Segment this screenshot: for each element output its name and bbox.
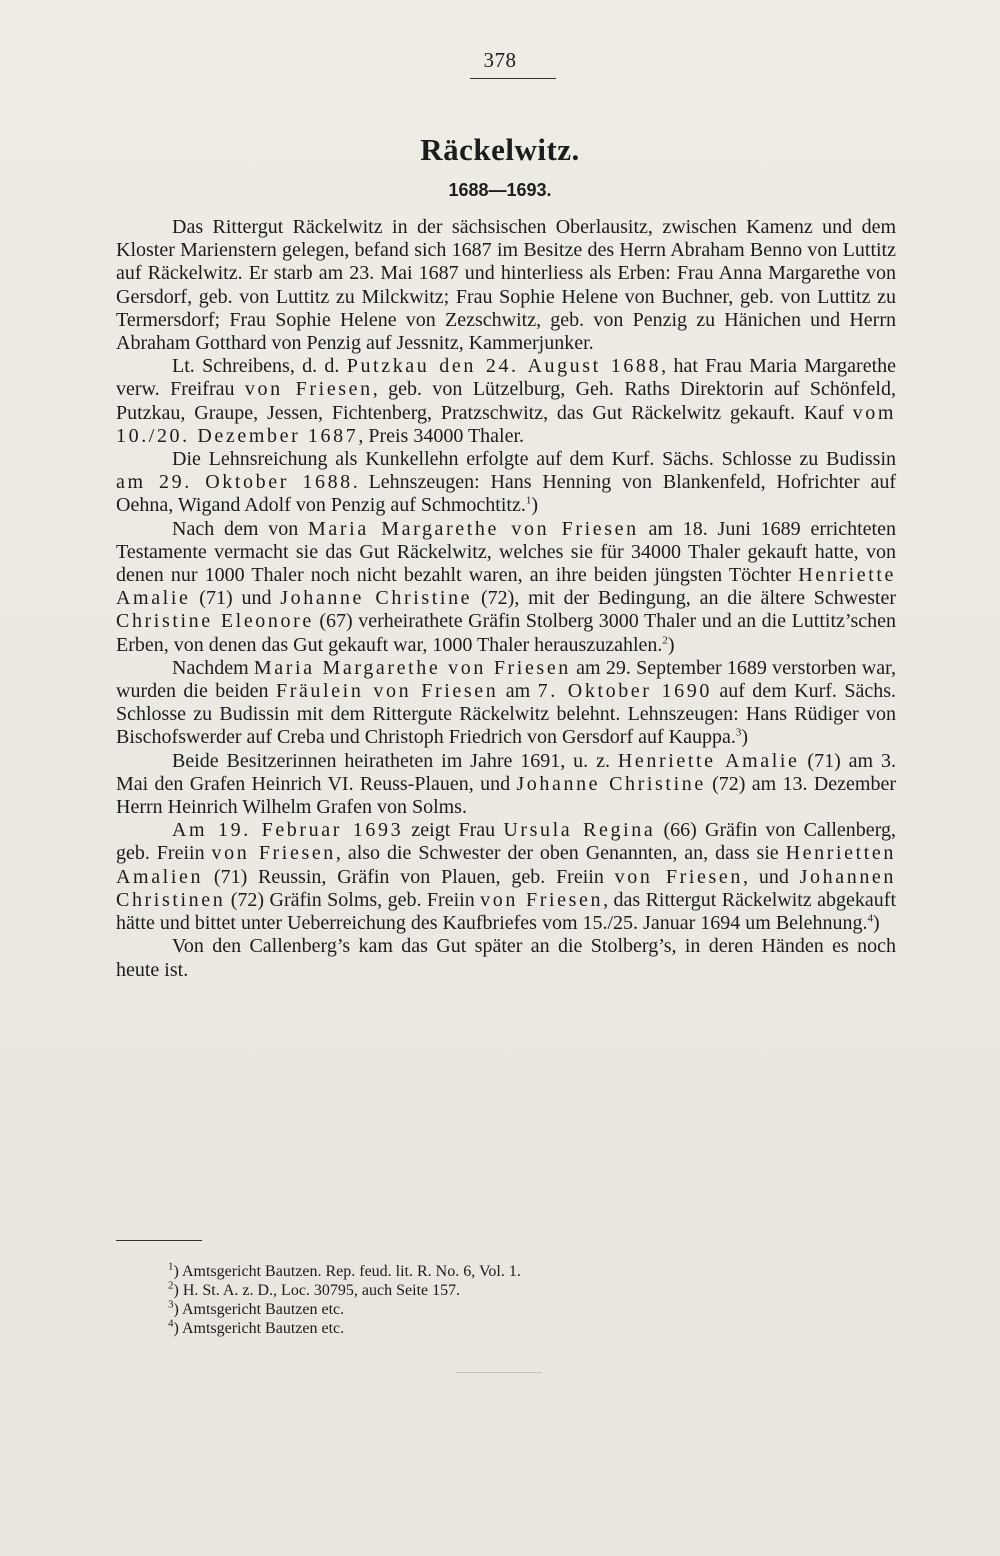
paragraph bbox=[116, 518, 896, 657]
spaced-text: Johanne Christine bbox=[280, 587, 473, 610]
text-run: (71) am 3. Mai den Grafen Heinrich VI. Reuss-Plauen, und bbox=[116, 749, 896, 795]
text-run: Beide Besitzerinnen heiratheten im Jahre 1691, u. z. bbox=[172, 749, 618, 772]
paragraph bbox=[116, 819, 896, 935]
text-run: , hat Frau Maria Margarethe verw. Freifrau bbox=[116, 355, 896, 401]
footnote-mark: 1 bbox=[168, 1260, 174, 1273]
text-run: auf dem Kurf. Sächs. Schlosse zu Budissin mit dem Rittergute Räckelwitz belehnt. Lehnszeugen: Hans Rüdiger von Bischofswerder auf Creba und Christoph Friedrich von Gersdorf auf Kauppa. bbox=[116, 680, 896, 749]
text-run: ) bbox=[667, 633, 675, 656]
paragraph bbox=[116, 216, 896, 355]
text-run: (72) Gräfin Solms, geb. Freiin bbox=[225, 888, 481, 911]
spaced-text: Johanne Christine bbox=[516, 772, 706, 795]
footnote-reference: 2 bbox=[662, 634, 668, 646]
text-run: (71) Reussin, Gräfin von Plauen, geb. Freiin bbox=[203, 865, 615, 888]
page-number-rule bbox=[470, 78, 556, 79]
text-run: Die Lehnsreichung als Kunkellehn erfolgte auf dem Kurf. Sächs. Schlosse zu Budissin bbox=[172, 448, 896, 471]
footnote-reference: 3 bbox=[735, 726, 742, 739]
text-run: , das Rittergut Räckelwitz abgekauft hätte und bittet unter Ueberreichung des Kaufbriefes vom 15./25. Januar 1694 um Belehnung. bbox=[116, 888, 897, 935]
text-run: (72) am 13. Dezember Herrn Heinrich Wilhelm Grafen von Solms. bbox=[116, 772, 896, 819]
paragraph bbox=[116, 935, 896, 981]
footnote bbox=[168, 1300, 868, 1319]
spaced-text: Johannen Christinen bbox=[116, 865, 896, 911]
text-run: ) bbox=[531, 494, 539, 517]
spaced-text: 7. Oktober 1690 bbox=[537, 680, 712, 703]
chapter-title: Räckelwitz. bbox=[420, 132, 580, 167]
footnote-text: ) H. St. A. z. D., Loc. 30795, auch Seite 157. bbox=[173, 1282, 461, 1299]
text-run: am 29. September 1689 verstorben war, wurden die beiden bbox=[116, 656, 896, 703]
paragraph bbox=[116, 355, 896, 448]
footnote-rule bbox=[116, 1240, 202, 1241]
spaced-text: Henriette Amalie bbox=[617, 749, 800, 772]
text-run: (66) Gräfin von Callenberg, geb. Freiin bbox=[116, 819, 896, 865]
footnote bbox=[168, 1319, 868, 1338]
text-run: . Lehnszeugen: Hans Henning von Blankenfeld, Hofrichter auf Oehna, Wigand Adolf von Penzig auf Schmochtitz. bbox=[116, 471, 896, 517]
spaced-text: Maria Margarethe von Friesen bbox=[308, 517, 639, 540]
footnote bbox=[168, 1281, 868, 1300]
spaced-text: von Friesen bbox=[614, 865, 743, 888]
bottom-divider bbox=[456, 1372, 542, 1373]
text-run: (71) und bbox=[190, 587, 281, 610]
spaced-text: von Friesen bbox=[211, 842, 336, 865]
text-run: Von den Callenberg’s kam das Gut später an die Stolberg’s, in deren Händen es noch heute ist. bbox=[116, 935, 896, 981]
text-run: (67) verheirathete Gräfin Stolberg 3000 Thaler und an die Luttitz’schen Erben, von denen das Gut gekauft war, 1000 Thaler herauszuzahlen. bbox=[116, 610, 896, 656]
spaced-text: Christine Eleonore bbox=[116, 610, 314, 633]
text-run: , also die Schwester der oben Genannten, an, dass sie bbox=[335, 842, 786, 865]
spaced-text: von Friesen bbox=[244, 378, 373, 401]
spaced-text: Am 19. Februar 1693 bbox=[172, 819, 404, 842]
text-run: ) bbox=[872, 912, 880, 935]
page-number: 378 bbox=[483, 48, 517, 72]
text-run: , Preis 34000 Thaler. bbox=[358, 424, 525, 447]
body-text bbox=[116, 216, 896, 982]
paragraph bbox=[116, 750, 896, 820]
footnote bbox=[168, 1262, 868, 1281]
footnote-mark: 4 bbox=[168, 1317, 174, 1330]
footnote-mark: 2 bbox=[168, 1279, 174, 1292]
paragraph bbox=[116, 448, 896, 518]
paragraph bbox=[116, 657, 896, 750]
spaced-text: Henriette Amalie bbox=[116, 564, 896, 610]
footnote-mark: 3 bbox=[168, 1298, 174, 1311]
spaced-text: vom 10./20. Dezember 1687 bbox=[116, 401, 896, 447]
spaced-text: Putzkau den 24. August 1688 bbox=[346, 355, 662, 378]
footnote-reference: 1 bbox=[525, 494, 532, 507]
footnote-text: ) Amtsgericht Bautzen etc. bbox=[173, 1301, 345, 1318]
footnote-reference: 4 bbox=[867, 912, 873, 925]
text-run: Lt. Schreibens, d. d. bbox=[172, 355, 347, 378]
spaced-text: Fräulein von Friesen bbox=[275, 680, 499, 703]
spaced-text: am 29. Oktober 1688 bbox=[116, 471, 353, 494]
text-run: Nachdem bbox=[172, 656, 254, 679]
text-run: Das Rittergut Räckelwitz in der sächsischen Oberlausitz, zwischen Kamenz und dem Kloster Marienstern gelegen, befand sich 1687 im Besitze des Herrn Abraham Benno von Luttitz auf Räckelwitz. Er starb am 23. Mai 1687 und hinterliess als Erben: Frau Anna Margarethe von Gersdorf, geb. von Luttitz zu Milckwitz; Frau Sophie Helene von Buchner, geb. von Luttitz zu Termersdorf; Frau Sophie Helene von Zezschwitz, geb. von Penzig zu Hänichen und Herrn Abraham Gotthard von Penzig auf Jessnitz, Kammerjunker. bbox=[116, 216, 896, 355]
chapter-date-range: 1688—1693. bbox=[448, 180, 552, 200]
text-run: am bbox=[498, 680, 538, 703]
spaced-text: von Friesen bbox=[480, 888, 604, 911]
text-run: , geb. von Lützelburg, Geh. Raths Direktorin auf Schönfeld, Putzkau, Graupe, Jessen, Fichtenberg, Pratzschwitz, das Gut Räckelwitz gekauft. Kauf bbox=[116, 378, 896, 424]
text-run: zeigt Frau bbox=[403, 819, 504, 842]
footnotes bbox=[168, 1262, 868, 1338]
text-run: Nach dem von bbox=[172, 517, 309, 540]
footnote-text: ) Amtsgericht Bautzen etc. bbox=[173, 1320, 345, 1337]
text-run: , und bbox=[742, 865, 800, 888]
spaced-text: Henrietten Amalien bbox=[116, 842, 896, 888]
text-run: ) bbox=[741, 726, 749, 749]
text-run: (72), mit der Bedingung, an die ältere Schwester bbox=[472, 587, 896, 610]
spaced-text: Maria Margarethe von Friesen bbox=[253, 656, 571, 679]
spaced-text: Ursula Regina bbox=[503, 819, 656, 842]
footnote-text: ) Amtsgericht Bautzen. Rep. feud. lit. R. No. 6, Vol. 1. bbox=[173, 1263, 521, 1280]
text-run: am 18. Juni 1689 errichteten Testamente vermacht sie das Gut Räckelwitz, welches sie für 34000 Thaler gekauft hatte, von denen nur 1000 Thaler noch nicht bezahlt waren, an ihre beiden jüngsten Töchter bbox=[116, 517, 896, 587]
